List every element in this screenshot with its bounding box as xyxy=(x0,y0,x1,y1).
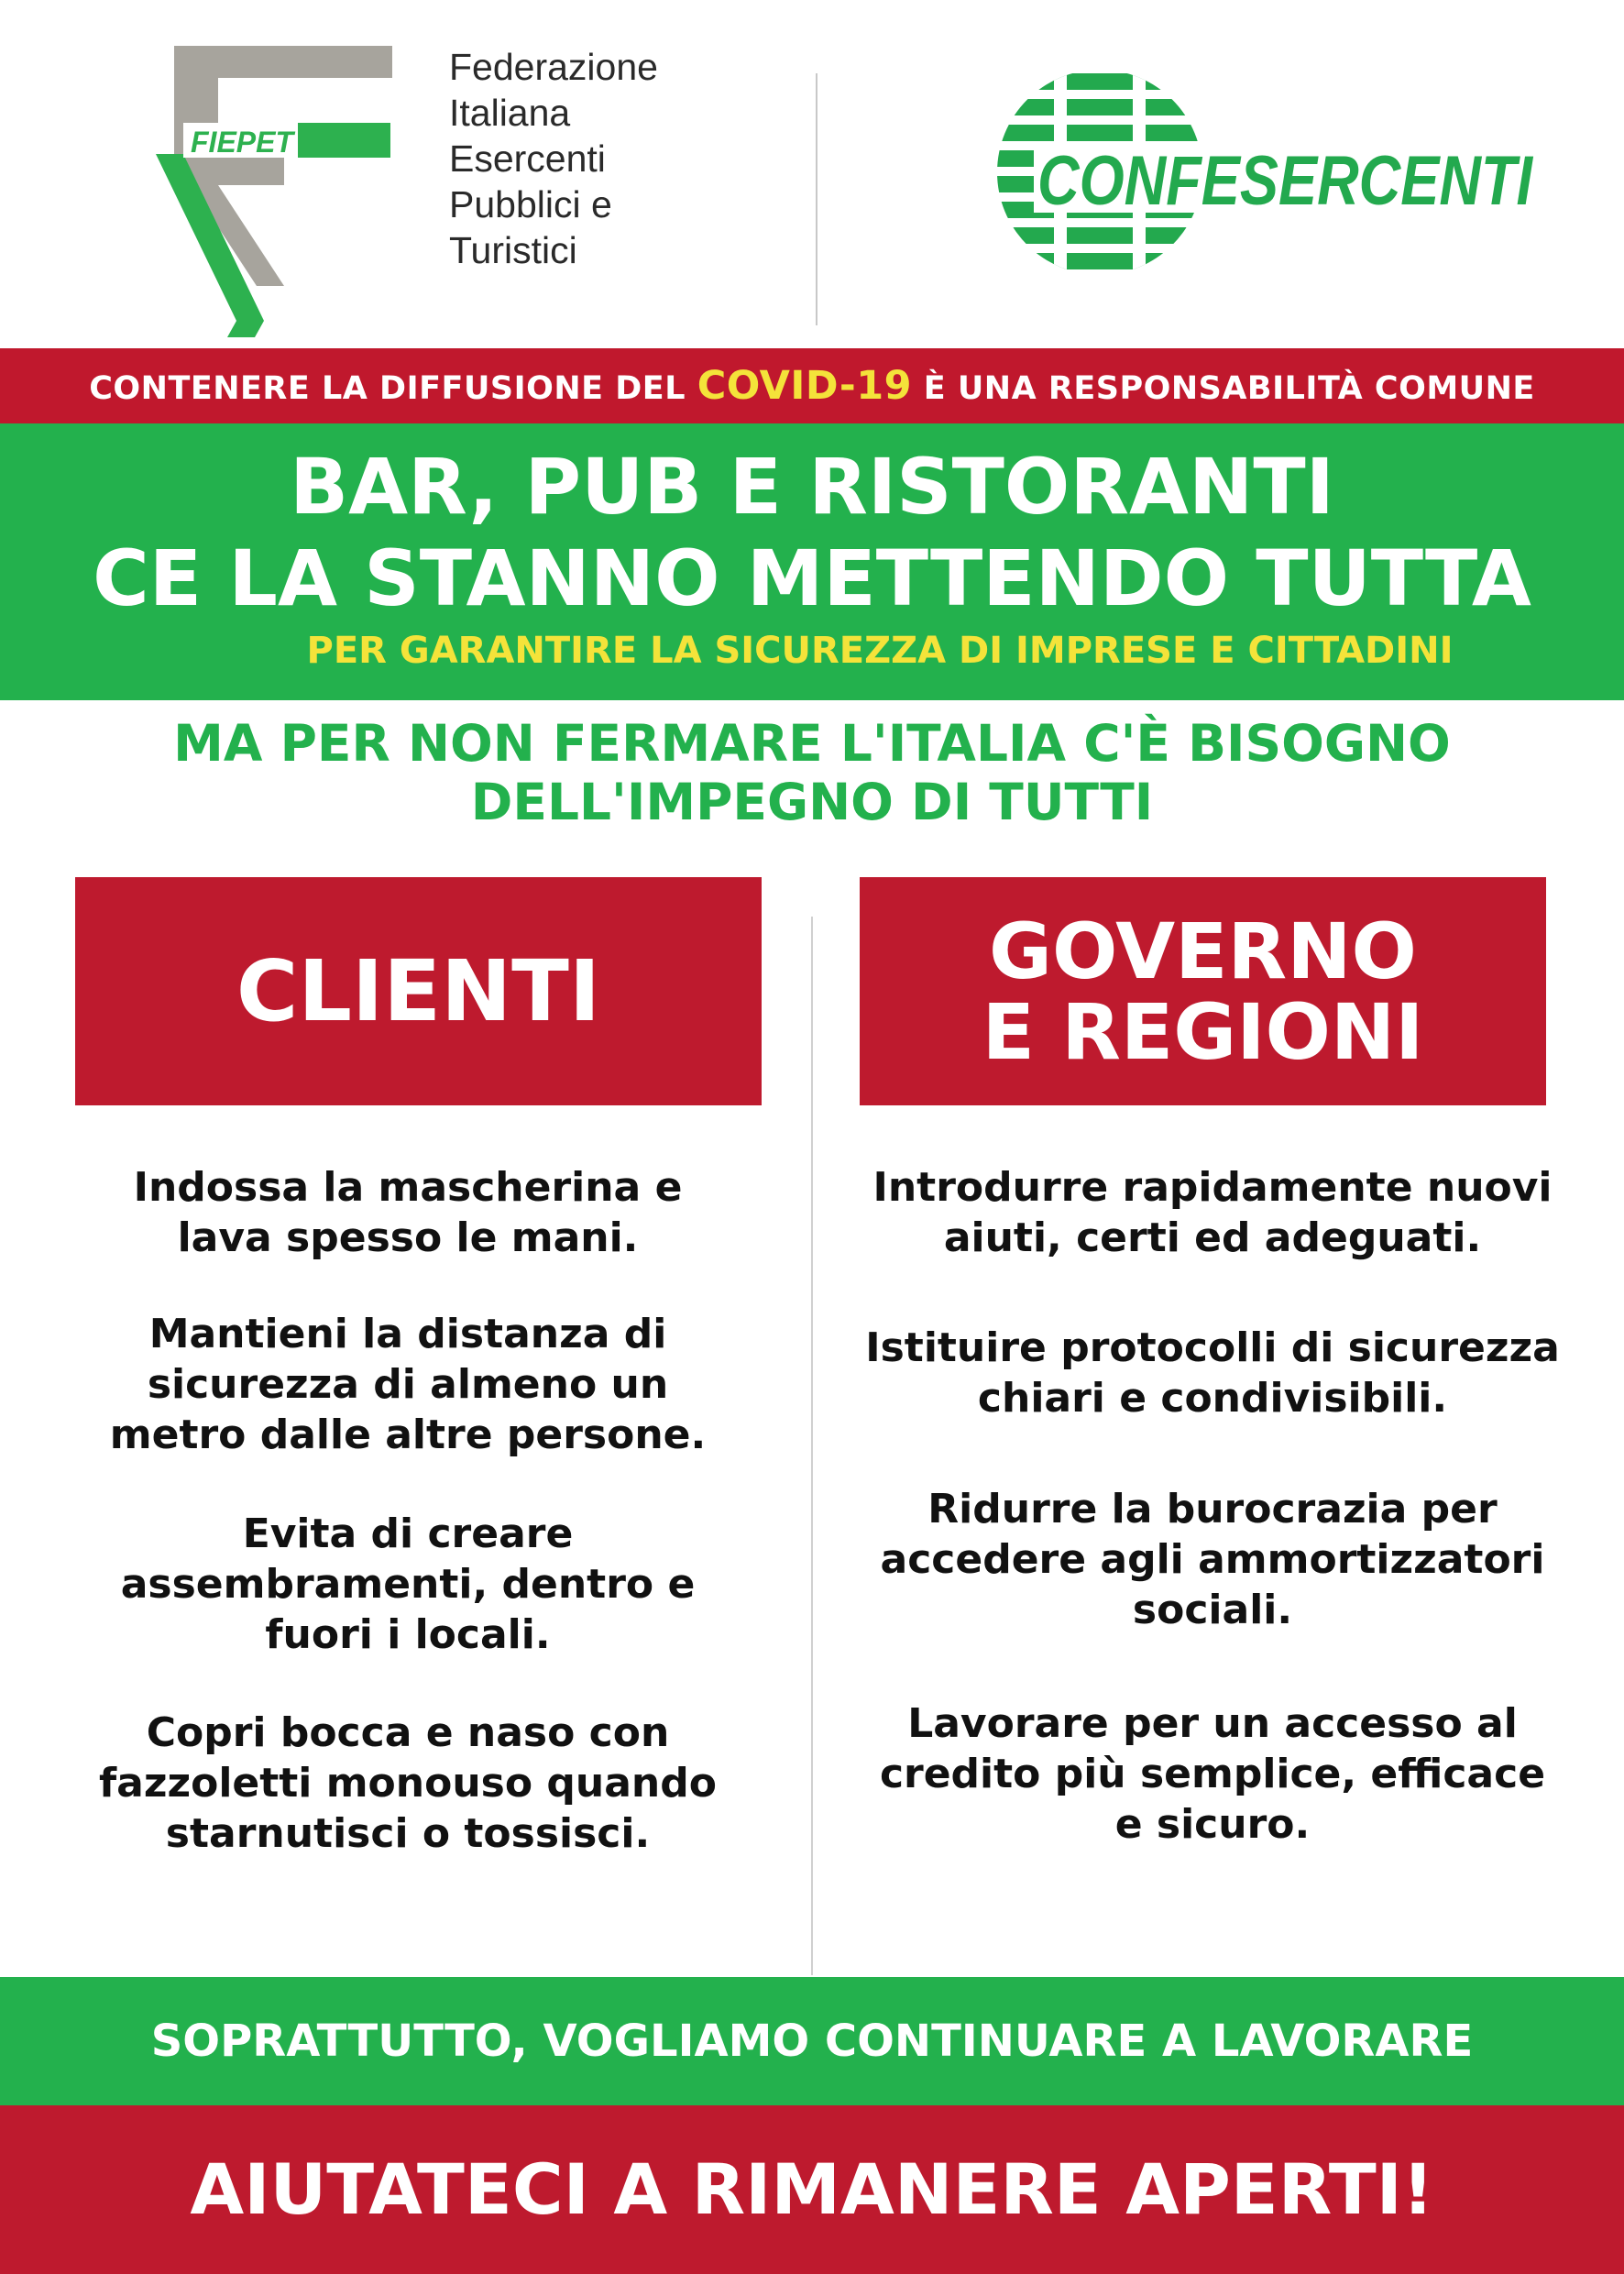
item-line: chiari e condivisibili. xyxy=(977,1375,1448,1422)
fiepet-logo xyxy=(156,46,403,339)
clienti-item xyxy=(41,1309,774,1460)
item-line: Introdurre rapidamente nuovi xyxy=(872,1164,1553,1211)
federation-name-line: Italiana xyxy=(449,92,571,134)
governo-title-line-1: GOVERNO xyxy=(989,906,1417,996)
governo-item xyxy=(841,1162,1584,1263)
confesercenti-logo xyxy=(953,62,1540,282)
item-line: starnutisci o tossisci. xyxy=(165,1810,651,1857)
federation-name xyxy=(449,44,658,273)
header-divider xyxy=(816,73,817,325)
item-line: fuori i locali. xyxy=(265,1611,551,1658)
governo-item xyxy=(841,1484,1584,1635)
column-divider xyxy=(811,917,813,1975)
item-line: Istituire protocolli di sicurezza xyxy=(865,1324,1560,1371)
footer-red-text: AIUTATECI A RIMANERE APERTI! xyxy=(190,2148,1434,2230)
governo-item xyxy=(841,1698,1584,1850)
clienti-title: CLIENTI xyxy=(236,942,601,1040)
footer-red-banner xyxy=(0,2105,1624,2274)
item-line: accedere agli ammortizzatori xyxy=(880,1536,1545,1583)
federation-name-line: Esercenti xyxy=(449,137,606,180)
slogan-highlight: COVID-19 xyxy=(697,363,913,409)
footer-green-text: SOPRATTUTTO, VOGLIAMO CONTINUARE A LAVORARE xyxy=(150,2016,1474,2067)
item-line: sicurezza di almeno un xyxy=(147,1361,669,1408)
item-line: Copri bocca e naso con xyxy=(146,1709,670,1756)
clienti-item xyxy=(41,1162,774,1263)
headline-line-2: CE LA STANNO METTENDO TUTTA xyxy=(93,533,1531,623)
headline-subline: PER GARANTIRE LA SICUREZZA DI IMPRESE E CITTADINI xyxy=(306,630,1454,672)
federation-name-line: Pubblici e xyxy=(449,183,612,225)
item-line: Mantieni la distanza di xyxy=(148,1311,667,1357)
federation-name-line: Turistici xyxy=(449,229,577,271)
slogan-text-after: È UNA RESPONSABILITÀ COMUNE xyxy=(912,370,1535,407)
item-line: sociali. xyxy=(1132,1587,1293,1633)
slogan-bar xyxy=(0,348,1624,423)
governo-header xyxy=(860,877,1546,1105)
item-line: assembramenti, dentro e xyxy=(120,1561,696,1608)
item-line: lava spesso le mani. xyxy=(177,1214,639,1261)
item-line: Ridurre la burocrazia per xyxy=(927,1486,1498,1532)
federation-name-line: Federazione xyxy=(449,46,658,88)
call-to-all-line-1: MA PER NON FERMARE L'ITALIA C'È BISOGNO xyxy=(173,714,1451,773)
confesercenti-logo-text: CONFESERCENTI xyxy=(1037,142,1534,220)
item-line: Indossa la mascherina e xyxy=(133,1164,683,1211)
clienti-header xyxy=(75,877,762,1105)
item-line: Lavorare per un accesso al xyxy=(907,1700,1518,1747)
governo-title-line-2: E REGIONI xyxy=(982,986,1424,1077)
footer-green-banner xyxy=(0,1977,1624,2105)
item-line: fazzoletti monouso quando xyxy=(99,1760,717,1807)
fiepet-logo-text: FIEPET xyxy=(191,126,294,159)
clienti-item xyxy=(41,1509,774,1660)
item-line: metro dalle altre persone. xyxy=(109,1412,707,1458)
item-line: aiuti, certi ed adeguati. xyxy=(943,1214,1482,1261)
item-line: Evita di creare xyxy=(242,1511,574,1557)
headline-line-1: BAR, PUB E RISTORANTI xyxy=(290,442,1334,532)
clienti-item xyxy=(41,1708,774,1859)
slogan-text-before: CONTENERE LA DIFFUSIONE DEL xyxy=(89,370,697,407)
governo-item xyxy=(841,1323,1584,1423)
call-to-all-line-2: DELL'IMPEGNO DI TUTTI xyxy=(470,773,1154,831)
item-line: credito più semplice, efficace xyxy=(879,1751,1546,1797)
item-line: e sicuro. xyxy=(1114,1801,1311,1848)
